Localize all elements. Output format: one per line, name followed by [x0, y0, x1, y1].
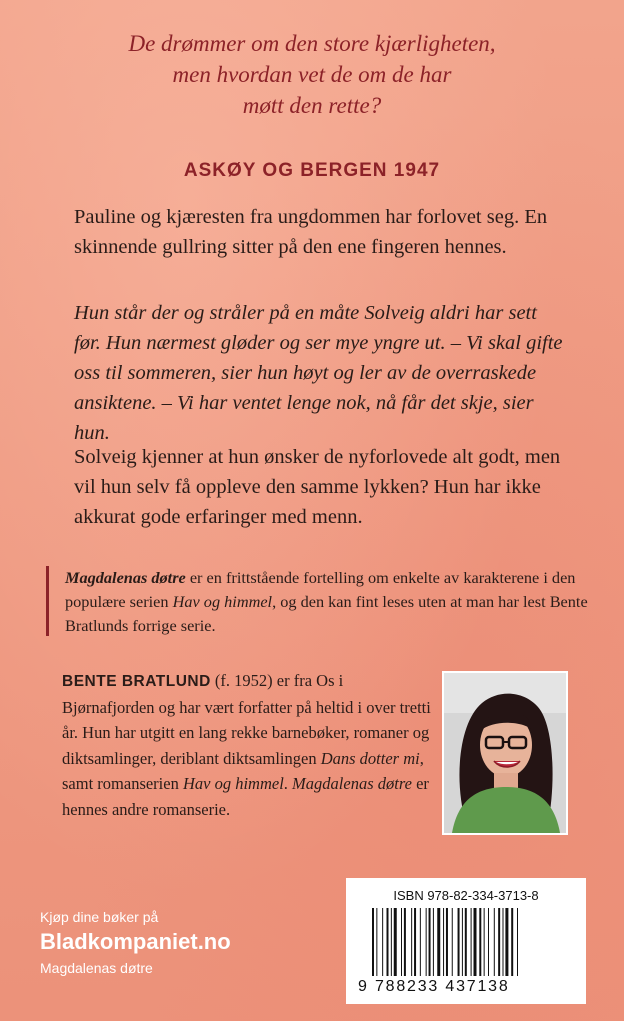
- isbn: ISBN 978-82-334-3713-8: [393, 888, 539, 903]
- tagline: [60, 28, 564, 121]
- bio-work: Dans dotter mi: [320, 748, 420, 768]
- bio-text: , samt romanserien: [62, 748, 424, 793]
- bio-work: Magdalenas døtre: [292, 774, 412, 793]
- blurb-paragraph-1: Pauline og kjæresten fra ungdommen har forlovet seg. En skinnende gullring sitter på den ene fingeren hennes.: [74, 206, 548, 258]
- bio-text: er hennes andre romanserie.: [62, 774, 429, 819]
- bio-work: Hav og himmel: [182, 774, 284, 793]
- note-title: Magdalenas døtre: [65, 568, 186, 587]
- author-name: BENTE BRATLUND: [62, 673, 211, 690]
- promo: [40, 908, 300, 978]
- note-text: er en frittstående fortelling om enkelte av karakterene i den populære serien: [65, 568, 576, 611]
- bio-text: (f. 1952) er fra Os i Bjørnafjorden og har vært forfatter på heltid i over tretti år. Hun har utgitt en lang rekke barnebøker, romaner og diktsamlinger, deriblant diktsamlingen: [62, 671, 431, 768]
- barcode-box: [346, 878, 586, 1004]
- tagline-line: møtt den rette?: [242, 93, 382, 118]
- barcode-icon: [372, 908, 562, 976]
- promo-series: Magdalenas døtre: [40, 960, 153, 976]
- section-heading: ASKØY OG BERGEN 1947: [183, 160, 441, 181]
- author-photo: [442, 671, 568, 835]
- tagline-line: De drømmer om den store kjærligheten,: [128, 31, 496, 56]
- store-link[interactable]: Bladkompaniet.no: [40, 929, 231, 954]
- note-series: Hav og himmel: [172, 592, 273, 611]
- ean-number: 9 788233 437138: [358, 978, 510, 995]
- blurb-paragraph-3: Solveig kjenner at hun ønsker de nyforlovede alt godt, men vil hun selv få oppleve den samme lykken? Hun har ikke akkurat gode erfaringer med menn.: [74, 446, 561, 528]
- tagline-line: men hvordan vet de om de har: [172, 62, 452, 87]
- series-note: [46, 566, 605, 636]
- blurb-excerpt: Hun står der og stråler på en måte Solveig aldri har sett før. Hun nærmest gløder og ser mye yngre ut. – Vi skal gifte oss til sommeren, sier hun høyt og ler av de overraskede ansiktene. – Vi har ventet lenge nok, nå får det skje, sier hun.: [74, 302, 563, 444]
- promo-line: Kjøp dine bøker på: [40, 909, 159, 925]
- bio-text: .: [283, 774, 293, 793]
- note-text: , og den kan fint leses uten at man har lest Bente Bratlunds forrige serie.: [65, 592, 588, 635]
- author-bio: [62, 668, 434, 822]
